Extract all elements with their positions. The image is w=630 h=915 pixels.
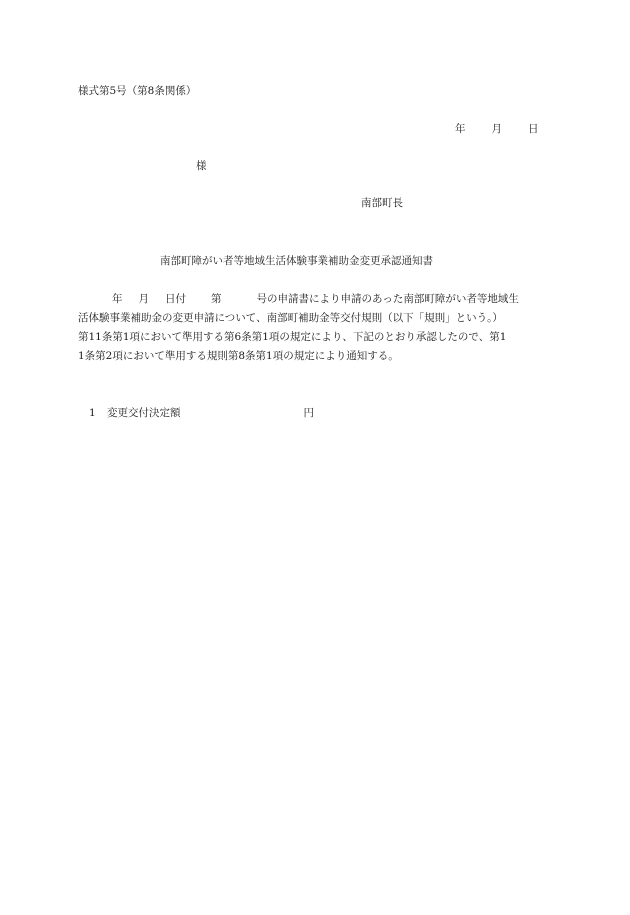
sender-name: 南部町長	[361, 197, 403, 209]
document-title: 南部町障がい者等地域生活体験事業補助金変更承認通知書	[160, 255, 433, 267]
body-paragraph-line-3: 第11条第1項において準用する第6条第1項の規定により、下記のとおり承認したので、第1	[78, 331, 507, 343]
body-number-prefix: 第	[211, 293, 222, 305]
date-year-label: 年	[455, 123, 466, 135]
body-year-label: 年	[112, 293, 123, 305]
body-line-1-text: 号の申請書により申請のあった南部町障がい者等地域生	[256, 293, 519, 305]
body-paragraph-line-4: 1条第2項において準用する規則第8条第1項の規定により通知する。	[78, 350, 399, 362]
body-paragraph-line-2: 活体験事業補助金の変更申請について、南部町補助金等交付規則（以下「規則」という。）	[78, 312, 503, 324]
item-row	[89, 408, 314, 419]
body-month-label: 月	[138, 293, 149, 305]
item-number: 1	[89, 407, 96, 419]
body-paragraph-line-1	[78, 294, 519, 305]
date-line	[455, 124, 539, 135]
item-label: 変更交付決定額	[107, 407, 181, 419]
addressee-suffix: 様	[196, 160, 207, 172]
body-date-suffix: 日付	[165, 293, 186, 305]
form-number-label: 様式第5号（第8条関係）	[78, 85, 197, 97]
date-month-label: 月	[491, 123, 502, 135]
item-unit: 円	[303, 407, 314, 419]
date-day-label: 日	[528, 123, 539, 135]
